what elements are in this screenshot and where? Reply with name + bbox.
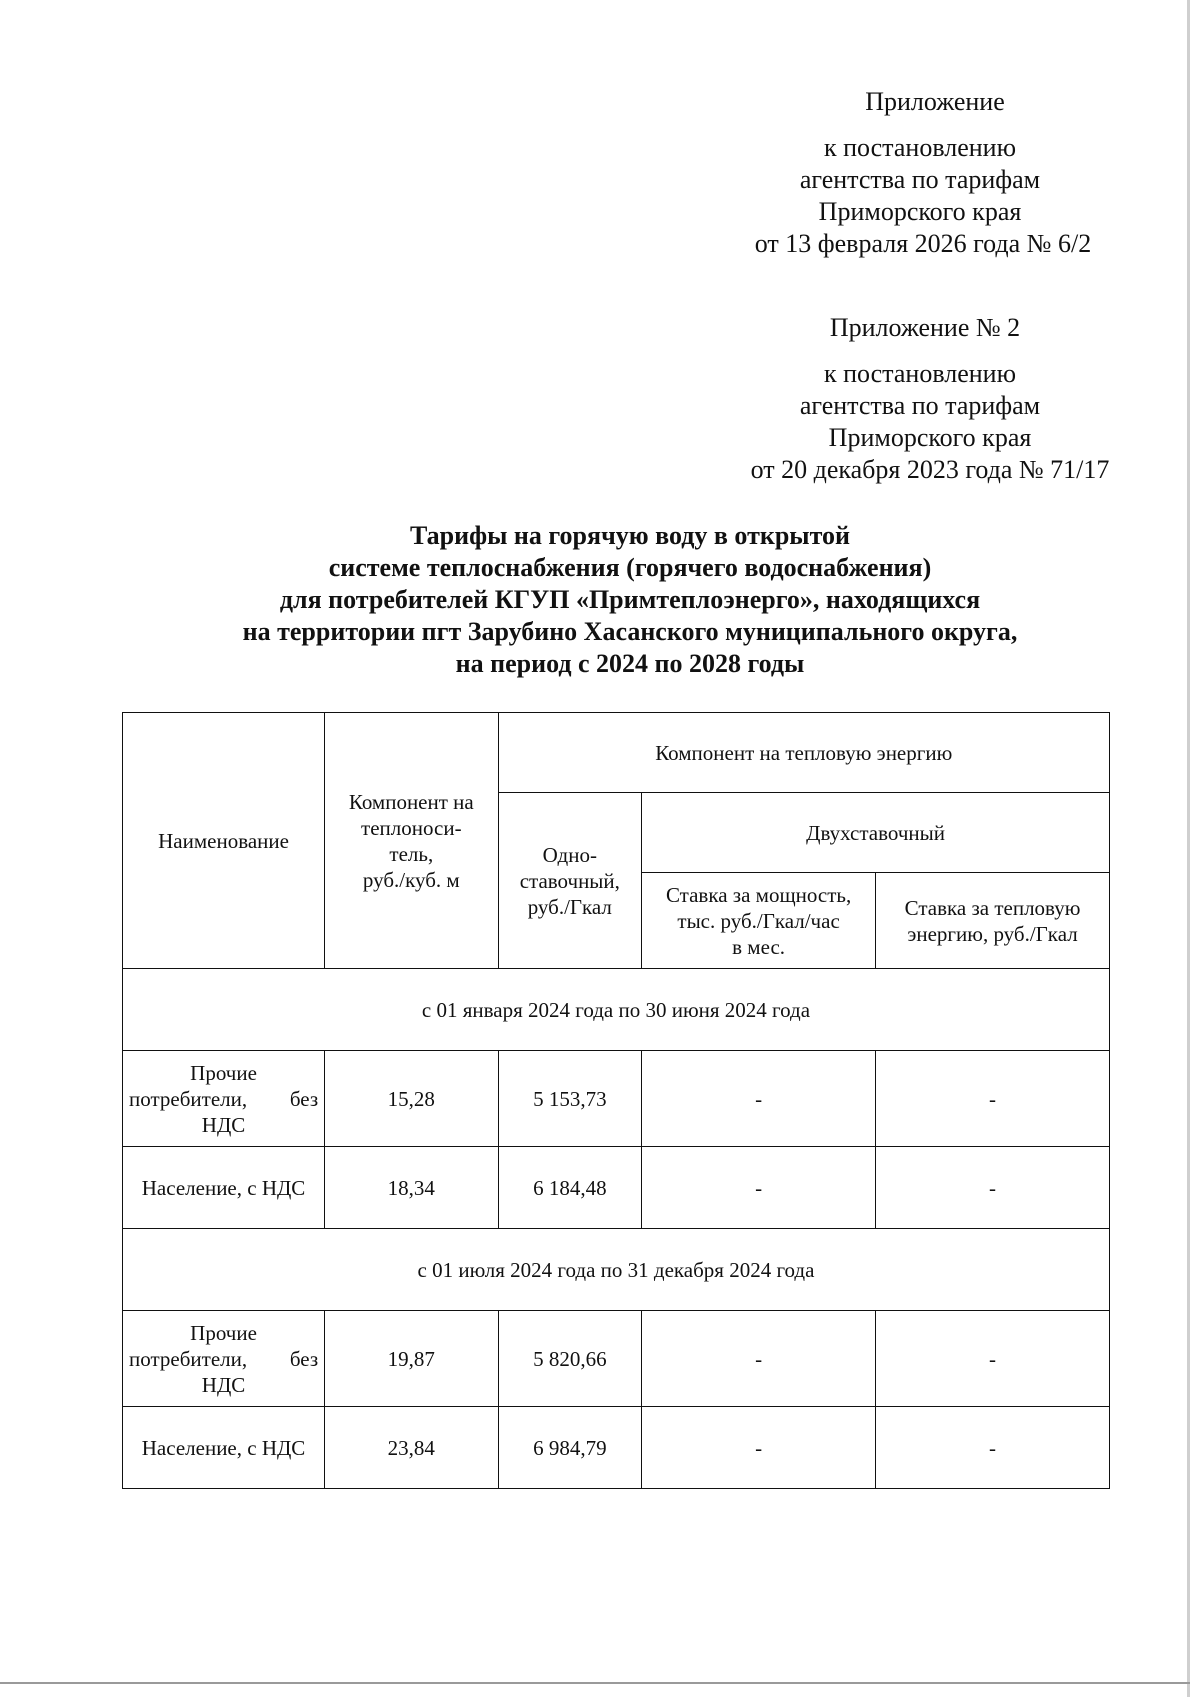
cell-power-rate: - (642, 1407, 876, 1489)
appendix-original (640, 312, 1200, 486)
row-name-line: Прочие (190, 1060, 257, 1085)
row-name-word: без (289, 1346, 319, 1371)
period-row (123, 969, 1110, 1051)
header-two-rate: Двухставочный (642, 793, 1110, 873)
table-row (123, 1311, 1110, 1407)
header-single-line: руб./Гкал (527, 894, 612, 919)
appendix-original-heading: Приложение № 2 (829, 313, 1021, 342)
appendix-current-line: Приморского края (818, 197, 1022, 226)
cell-energy-rate: - (876, 1051, 1110, 1147)
row-name-word: без (289, 1086, 319, 1111)
cell-power-rate: - (642, 1147, 876, 1229)
cell-power-rate: - (642, 1311, 876, 1407)
header-carrier-line: теплоноси- (361, 815, 462, 840)
tariff-table (122, 712, 1110, 1489)
row-name-line: НДС (201, 1112, 246, 1137)
appendix-current-heading: Приложение (865, 87, 1005, 116)
header-carrier-line: руб./куб. м (362, 867, 460, 892)
cell-carrier: 18,34 (325, 1147, 498, 1229)
title-line: на период с 2024 по 2028 годы (455, 649, 805, 678)
header-row (123, 713, 1110, 793)
header-name: Наименование (123, 713, 325, 969)
table-row (123, 1051, 1110, 1147)
appendix-original-date: от 20 декабря 2023 года № 71/17 (750, 455, 1110, 484)
cell-carrier: 23,84 (325, 1407, 498, 1489)
header-carrier-line: Компонент на (348, 789, 474, 814)
cell-energy-rate: - (876, 1311, 1110, 1407)
row-name-population: Население, с НДС (123, 1407, 325, 1489)
appendix-original-line: Приморского края (828, 423, 1032, 452)
row-name-line: Прочие (190, 1320, 257, 1345)
period-row (123, 1229, 1110, 1311)
period-label: с 01 июля 2024 года по 31 декабря 2024 года (123, 1229, 1110, 1311)
row-name-population: Население, с НДС (123, 1147, 325, 1229)
title-line: системе теплоснабжения (горячего водоснабжения) (328, 553, 932, 582)
cell-energy-rate: - (876, 1147, 1110, 1229)
period-label: с 01 января 2024 года по 30 июня 2024 года (123, 969, 1110, 1051)
header-energy-rate (876, 873, 1110, 969)
document-title (140, 520, 1120, 680)
row-name-word: потребители, (129, 1086, 248, 1111)
title-line: Тарифы на горячую воду в открытой (409, 521, 850, 550)
cell-single-rate: 6 184,48 (498, 1147, 642, 1229)
appendix-current-line: агентства по тарифам (799, 165, 1041, 194)
header-carrier (325, 713, 498, 969)
cell-single-rate: 6 984,79 (498, 1407, 642, 1489)
header-energy-group: Компонент на тепловую энергию (498, 713, 1110, 793)
appendix-original-line: агентства по тарифам (799, 391, 1041, 420)
header-energy-line: энергию, руб./Гкал (907, 921, 1078, 946)
cell-energy-rate: - (876, 1407, 1110, 1489)
row-name-line (129, 1346, 318, 1372)
row-name-line (129, 1086, 318, 1112)
row-name-line: НДС (201, 1372, 246, 1397)
header-single-line: Одно- (542, 842, 597, 867)
header-power-line: Ставка за мощность, (665, 882, 852, 907)
cell-single-rate: 5 820,66 (498, 1311, 642, 1407)
appendix-original-line: к постановлению (823, 359, 1017, 388)
table-row (123, 1407, 1110, 1489)
cell-carrier: 15,28 (325, 1051, 498, 1147)
appendix-current (640, 86, 1200, 260)
cell-power-rate: - (642, 1051, 876, 1147)
header-power-rate (642, 873, 876, 969)
cell-carrier: 19,87 (325, 1311, 498, 1407)
title-line: на территории пгт Зарубино Хасанского муниципального округа, (242, 617, 1018, 646)
header-single-line: ставочный, (519, 868, 620, 893)
appendix-current-line: к постановлению (823, 133, 1017, 162)
row-name-word: потребители, (129, 1346, 248, 1371)
header-energy-line: Ставка за тепловую (904, 895, 1081, 920)
row-name-other (123, 1051, 325, 1147)
table-row (123, 1147, 1110, 1229)
scan-edge-bottom (0, 1682, 1190, 1684)
header-carrier-line: тель, (389, 841, 434, 866)
header-single-rate (498, 793, 642, 969)
cell-single-rate: 5 153,73 (498, 1051, 642, 1147)
row-name-other (123, 1311, 325, 1407)
title-line: для потребителей КГУП «Примтеплоэнерго», находящихся (279, 585, 981, 614)
header-power-line: в мес. (732, 934, 786, 959)
appendix-current-date: от 13 февраля 2026 года № 6/2 (754, 229, 1092, 258)
header-power-line: тыс. руб./Гкал/час (677, 908, 840, 933)
